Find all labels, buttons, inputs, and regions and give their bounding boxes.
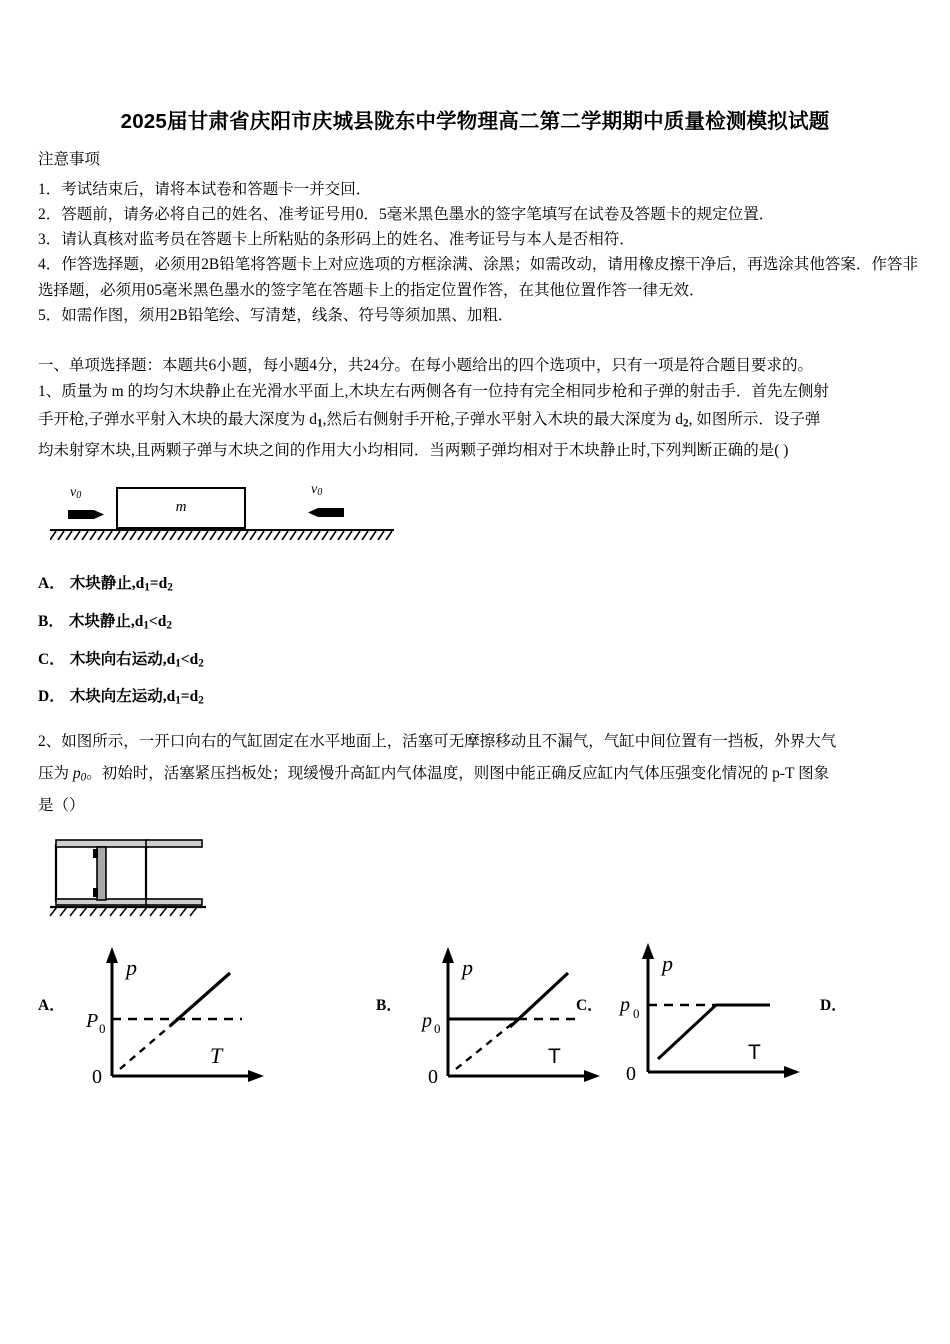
page-title: 2025届甘肃省庆阳市庆城县陇东中学物理高二第二学期期中质量检测模拟试题 (120, 110, 830, 133)
pt-graph-options-row (38, 937, 918, 1102)
bullet-right-icon (306, 506, 344, 519)
graph-option-b-label[interactable]: B． (376, 997, 402, 1015)
q2-l2-part-b: 。初始时，活塞紧压挡板处；现缓慢升高缸内气体温度，则图中能正确反应缸内气体压强变化情况的 p‑T 图象 (86, 764, 830, 782)
question-2-line-1: 2、如图所示，一开口向右的气缸固定在水平地面上，活塞可无摩擦移动且不漏气，气缸中间位置有一挡板，外界大气 (38, 733, 837, 751)
svg-text:p: p (620, 994, 630, 1017)
velocity-label-left: $v_0$ (70, 485, 82, 502)
svg-text:0: 0 (633, 1006, 640, 1022)
svg-text:T: T (748, 1041, 761, 1065)
notice-item: 1．考试结束后，请将本试卷和答题卡一并交回． (38, 181, 372, 199)
q1-l2-part-c: , 如图所示．设子弹 (688, 410, 821, 428)
svg-text:T: T (210, 1043, 223, 1069)
option-b[interactable]: B． 木块静止$,d_1<d_2$ (38, 612, 172, 632)
graph-option-d-label[interactable]: D． (820, 997, 847, 1015)
svg-text:p: p (422, 1010, 432, 1033)
question-1-line-1: 1、质量为 m 的均匀木块静止在光滑水平面上,木块左右两侧各有一位持有完全相同步枪和子弹的射击手．首先左侧射 (38, 382, 829, 400)
q1-d1-sub: 1 (317, 417, 323, 430)
svg-text:0: 0 (434, 1021, 441, 1037)
notice-item: 4．作答选择题，必须用2B铅笔将答题卡上对应选项的方框涂满、涂黑；如需改动，请用橡皮擦干净后，再选涂其他答案．作答非选择题，必须用05毫米黑色墨水的签字笔在答题卡上的指定位置作答，在其他位置作答一律无效． (38, 256, 918, 299)
svg-text:0: 0 (626, 1063, 636, 1086)
q1-l2-part-a: 手开枪,子弹水平射入木块的最大深度为 d (38, 410, 318, 428)
notice-item: 5．如需作图，须用2B铅笔绘、写清楚，线条、符号等须加黑、加粗． (38, 306, 514, 324)
graph-a (82, 941, 277, 1086)
question-1-line-2 (38, 404, 918, 436)
notice-item: 3．请认真核对监考员在答题卡上所粘贴的条形码上的姓名、准考证号与本人是否相符． (38, 231, 635, 249)
q1-l2-part-b: ,然后右侧射手开枪,子弹水平射入木块的最大深度为 d (322, 410, 683, 428)
svg-text:0: 0 (99, 1021, 106, 1037)
question-2-line-2 (38, 758, 918, 790)
notice-item: 2．答题前，请务必将自己的姓名、准考证号用0．5毫米黑色墨水的签字笔填写在试卷及答题卡的规定位置． (38, 206, 775, 224)
svg-text:T: T (548, 1045, 561, 1069)
question-1-line-3: 均未射穿木块,且两颗子弹与木块之间的作用大小均相同．当两颗子弹均相对于木块静止时,下列判断正确的是( ) (38, 442, 789, 460)
q2-l2-part-a: 压为 (38, 764, 73, 782)
svg-text:p: p (126, 955, 137, 981)
q1-d2-sub: 2 (682, 417, 689, 430)
option-c[interactable]: C． 木块向右运动$,d_1<d_2$ (38, 650, 204, 670)
graph-option-a-label[interactable]: A． (38, 997, 65, 1015)
notice-heading: 注意事项 (38, 151, 101, 168)
block-mass-label: m (175, 499, 187, 516)
document-body (38, 150, 918, 1102)
q2-p0-symbol: $p_0$ (72, 764, 87, 784)
figure-block-and-bullets (48, 479, 428, 549)
svg-text:p: p (462, 955, 473, 981)
svg-text:P: P (86, 1010, 99, 1033)
svg-text:p: p (662, 951, 673, 977)
figure-gas-cylinder (48, 831, 228, 923)
option-a[interactable]: A． 木块静止$,d_1=d_2$ (38, 575, 173, 594)
ground-hatching-icon (50, 531, 394, 540)
svg-text:0: 0 (92, 1066, 102, 1087)
bullet-left-icon (68, 508, 106, 521)
graph-option-c-label[interactable]: C． (576, 997, 603, 1015)
section-heading: 一、单项选择题：本题共6小题，每小题4分，共24分。在每小题给出的四个选项中，只有一项是符合题目要求的。 (38, 356, 814, 374)
svg-text:0: 0 (428, 1066, 438, 1087)
option-d[interactable]: D． 木块向左运动$,d_1=d_2$ (38, 688, 204, 707)
velocity-label-right: $v_0$ (311, 482, 323, 499)
question-2-line-3: 是（） (38, 796, 85, 814)
graph-c (618, 937, 813, 1085)
